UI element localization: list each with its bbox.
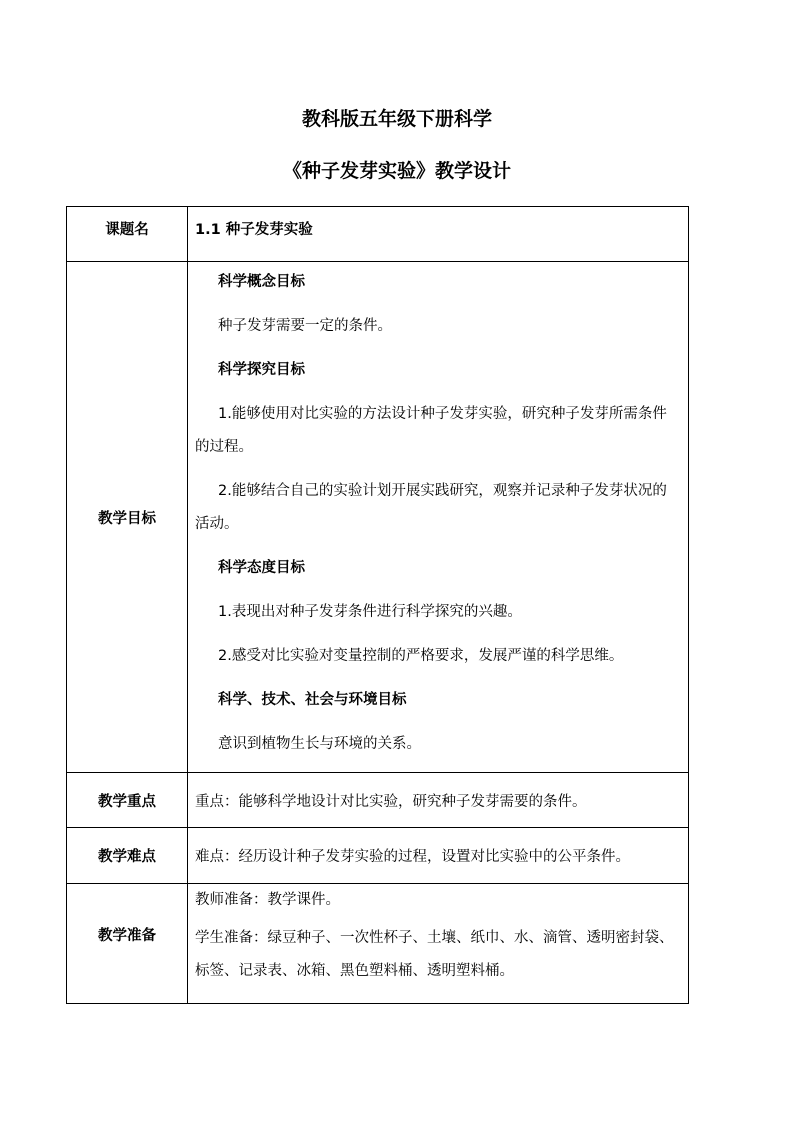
goals-label: 教学目标 (98, 510, 156, 527)
inquiry-goal-1: 1.能够使用对比实验的方法设计种子发芽实验，研究种子发芽所需条件的过程。 (195, 406, 667, 455)
table-row-preparation (67, 884, 689, 1004)
key-point-label-cell (67, 773, 188, 828)
preparation-label-cell (67, 884, 188, 1004)
attitude-goal-2: 2.感受对比实验对变量控制的严格要求，发展严谨的科学思维。 (218, 648, 624, 664)
topic-label: 课题名 (105, 222, 149, 238)
table-row-key-point (67, 773, 689, 828)
preparation-content (188, 884, 688, 988)
document-subtitle: 《种子发芽实验》教学设计 (282, 160, 511, 182)
preparation-label: 教学准备 (98, 928, 156, 944)
difficulty-value: 难点：经历设计种子发芽实验的过程，设置对比实验中的公平条件。 (195, 849, 630, 865)
table-row-difficulty (67, 828, 689, 884)
sts-goal-heading: 科学、技术、社会与环境目标 (218, 692, 407, 708)
key-point-label: 教学重点 (98, 793, 156, 810)
goals-content (188, 262, 688, 761)
attitude-goal-1: 1.表现出对种子发芽条件进行科学探究的兴趣。 (218, 604, 522, 620)
key-point-value-cell (188, 773, 689, 828)
document-title: 教科版五年级下册科学 (301, 108, 492, 130)
key-point-value: 重点：能够科学地设计对比实验，研究种子发芽需要的条件。 (195, 793, 587, 810)
goals-label-cell (67, 262, 188, 773)
teacher-preparation: 教师准备：教学课件。 (195, 892, 340, 908)
topic-value: 1.1 种子发芽实验 (195, 222, 313, 238)
concept-goal-text: 种子发芽需要一定的条件。 (218, 318, 392, 334)
student-preparation: 学生准备：绿豆种子、一次性杯子、土壤、纸巾、水、滴管、透明密封袋、标签、记录表、冰箱、黑色塑料桶、透明塑料桶。 (195, 930, 674, 979)
difficulty-label-cell (67, 828, 188, 884)
table-row-topic (67, 207, 689, 262)
inquiry-goal-heading: 科学探究目标 (218, 362, 305, 378)
preparation-content-cell (188, 884, 689, 1004)
table-row-goals (67, 262, 689, 773)
sts-goal-text: 意识到植物生长与环境的关系。 (218, 736, 421, 752)
goals-content-cell (188, 262, 689, 773)
difficulty-label: 教学难点 (98, 849, 156, 865)
inquiry-goal-2: 2.能够结合自己的实验计划开展实践研究，观察并记录种子发芽状况的活动。 (195, 483, 667, 532)
difficulty-value-cell (188, 828, 689, 884)
concept-goal-heading: 科学概念目标 (218, 274, 305, 290)
topic-value-cell (188, 207, 689, 262)
lesson-design-table (66, 206, 689, 1004)
topic-label-cell (67, 207, 188, 262)
attitude-goal-heading: 科学态度目标 (218, 560, 305, 576)
